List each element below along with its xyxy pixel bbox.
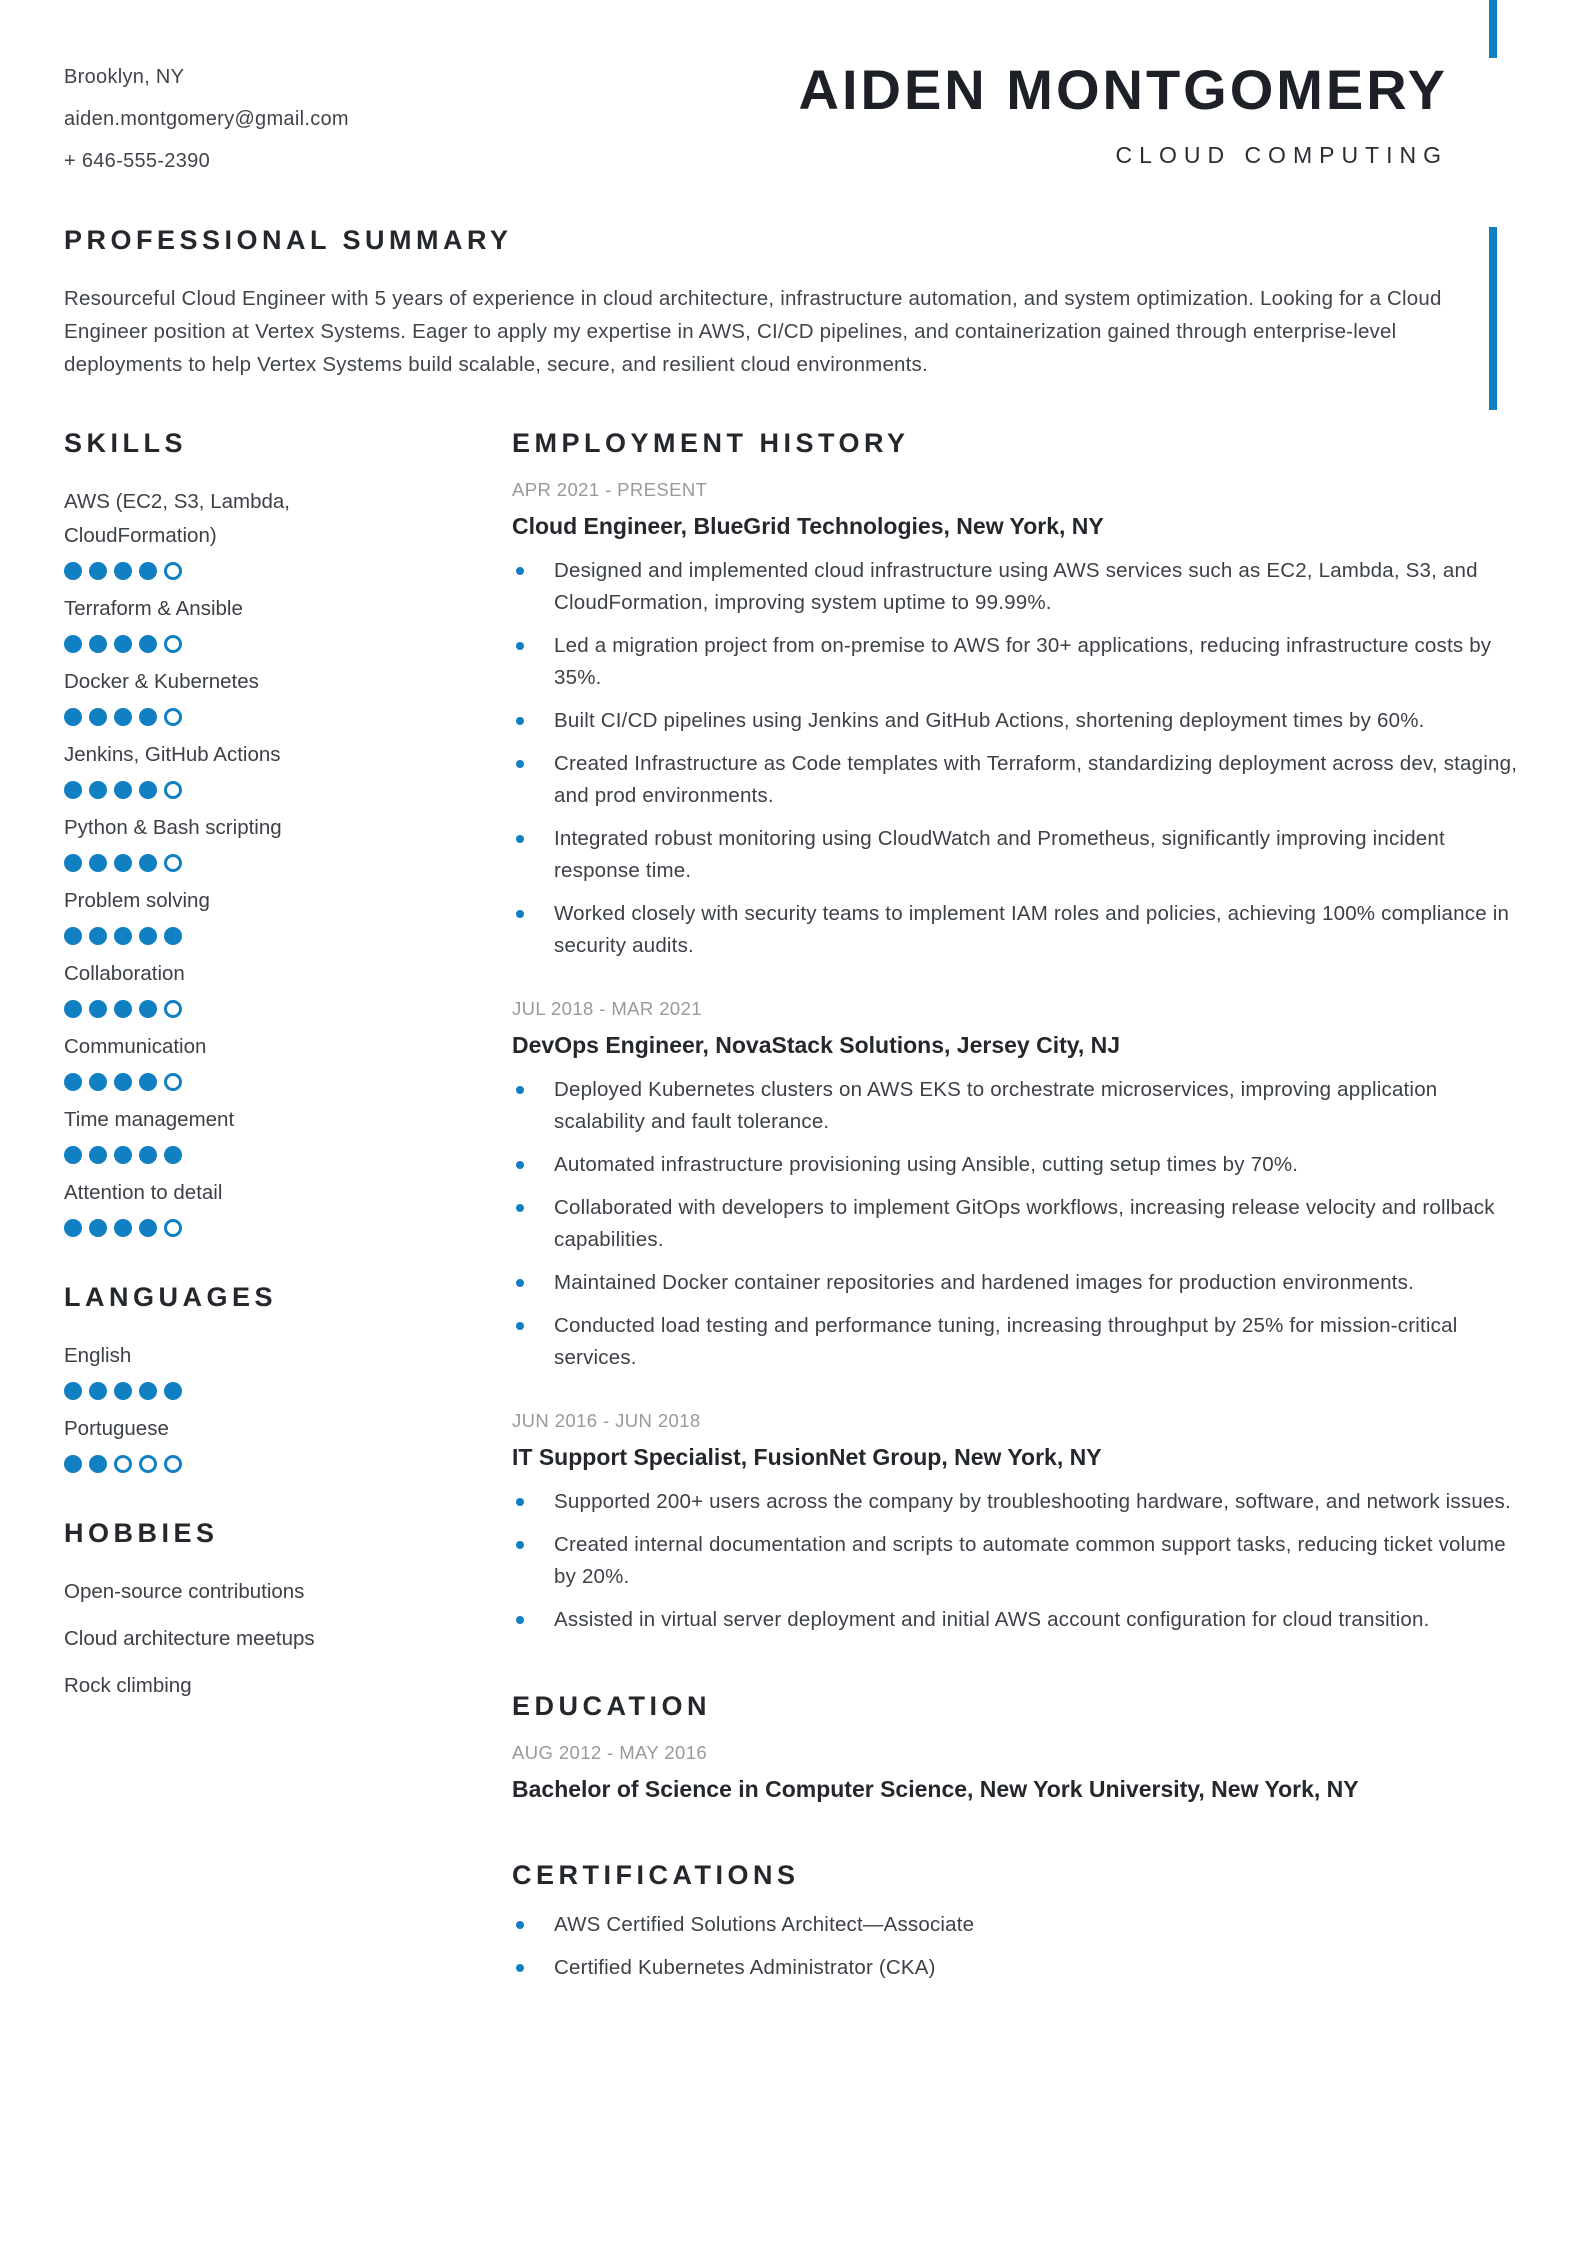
bullet-icon (516, 642, 524, 650)
rating-dot-filled-icon (114, 1000, 132, 1018)
rating-dot-filled-icon (139, 635, 157, 653)
rating-dot-filled-icon (89, 1073, 107, 1091)
rating-dot-filled-icon (89, 562, 107, 580)
bullet-text: Conducted load testing and performance tuning, increasing throughput by 25% for mission-critical services. (554, 1314, 1458, 1369)
rating-dot-empty-icon (164, 1455, 182, 1473)
rating-dot-filled-icon (139, 708, 157, 726)
rating-dot-filled-icon (64, 927, 82, 945)
skill-item (64, 884, 364, 945)
bullet-text: AWS Certified Solutions Architect—Associate (554, 1913, 975, 1936)
bullet-item (512, 1310, 1524, 1374)
hobby-item: Open-source contributions (64, 1580, 305, 1603)
contact-block (64, 56, 349, 182)
bullet-item (512, 1604, 1524, 1636)
rating-dot-filled-icon (139, 562, 157, 580)
bullet-item (512, 823, 1524, 887)
bullet-item (512, 705, 1524, 737)
hobbies-list (64, 1575, 364, 1703)
skill-item (64, 592, 364, 653)
job-title: IT Support Specialist, FusionNet Group, New York, NY (512, 1444, 1102, 1470)
rating-dot-filled-icon (64, 1146, 82, 1164)
certifications-list (512, 1909, 1524, 1984)
skill-item-label: Jenkins, GitHub Actions (64, 743, 281, 766)
rating-dot-filled-icon (114, 854, 132, 872)
rating-dot-filled-icon (64, 1219, 82, 1237)
rating-dot-filled-icon (164, 1382, 182, 1400)
rating-dot-empty-icon (164, 854, 182, 872)
summary-heading: PROFESSIONAL SUMMARY (64, 225, 513, 255)
bullet-item (512, 1909, 1524, 1941)
skills-heading: SKILLS (64, 428, 188, 458)
job-dates: JUN 2016 - JUN 2018 (512, 1410, 701, 1431)
contact-location: Brooklyn, NY (64, 66, 185, 88)
rating-dots (64, 562, 364, 580)
skill-item-label: Docker & Kubernetes (64, 670, 259, 693)
skill-item-label: Time management (64, 1108, 235, 1131)
rating-dot-filled-icon (89, 1000, 107, 1018)
rating-dot-filled-icon (89, 927, 107, 945)
accent-bar-bottom (1489, 227, 1497, 410)
education-heading: EDUCATION (512, 1691, 711, 1721)
rating-dot-filled-icon (64, 1455, 82, 1473)
education-list (512, 1740, 1524, 1805)
education-section (512, 1690, 1524, 1805)
skill-item (64, 1176, 364, 1237)
bullet-icon (516, 1161, 524, 1169)
rating-dot-filled-icon (164, 1146, 182, 1164)
job-dates: APR 2021 - PRESENT (512, 479, 708, 500)
contact-phone: + 646-555-2390 (64, 150, 210, 172)
rating-dots (64, 708, 364, 726)
rating-dot-empty-icon (164, 708, 182, 726)
job-title: Cloud Engineer, BlueGrid Technologies, New York, NY (512, 513, 1104, 539)
language-item (64, 1412, 364, 1473)
education-entry (512, 1740, 1524, 1805)
bullet-text: Worked closely with security teams to implement IAM roles and policies, achieving 100% compliance in security audits. (554, 902, 1510, 957)
bullet-text: Created Infrastructure as Code templates with Terraform, standardizing deployment across dev, staging, and prod environments. (554, 752, 1518, 807)
bullet-item (512, 630, 1524, 694)
candidate-name: AIDEN MONTGOMERY (798, 58, 1448, 121)
skill-item-label: Python & Bash scripting (64, 816, 282, 839)
left-column (64, 427, 364, 1995)
education-title: Bachelor of Science in Computer Science, New York University, New York, NY (512, 1776, 1359, 1802)
skill-item-label: Terraform & Ansible (64, 597, 243, 620)
accent-bar-top (1489, 0, 1497, 58)
bullet-icon (516, 1322, 524, 1330)
rating-dot-filled-icon (139, 1000, 157, 1018)
bullet-item (512, 898, 1524, 962)
bullet-item (512, 1267, 1524, 1299)
language-item-label: Portuguese (64, 1417, 169, 1440)
rating-dot-filled-icon (89, 1146, 107, 1164)
skill-item (64, 738, 364, 799)
bullet-item (512, 1192, 1524, 1256)
bullet-text: Integrated robust monitoring using CloudWatch and Prometheus, significantly improving incident response time. (554, 827, 1445, 882)
job-entry (512, 1408, 1524, 1636)
employment-section (512, 427, 1524, 1636)
right-column (512, 427, 1524, 1995)
skills-section (64, 427, 364, 1237)
bullet-icon (516, 1541, 524, 1549)
skill-item-label: Communication (64, 1035, 207, 1058)
language-item-label: English (64, 1344, 132, 1367)
rating-dot-filled-icon (114, 927, 132, 945)
bullet-icon (516, 910, 524, 918)
skill-item-label: Problem solving (64, 889, 210, 912)
rating-dot-filled-icon (164, 927, 182, 945)
rating-dots (64, 1073, 364, 1091)
rating-dot-filled-icon (89, 708, 107, 726)
rating-dot-filled-icon (114, 1073, 132, 1091)
rating-dot-filled-icon (139, 854, 157, 872)
jobs-list (512, 477, 1524, 1636)
rating-dot-filled-icon (114, 1219, 132, 1237)
rating-dot-filled-icon (139, 927, 157, 945)
certifications-section (512, 1859, 1524, 1984)
bullet-text: Supported 200+ users across the company by troubleshooting hardware, software, and network issues. (554, 1490, 1511, 1513)
rating-dot-filled-icon (64, 1382, 82, 1400)
bullet-text: Certified Kubernetes Administrator (CKA) (554, 1956, 936, 1979)
languages-heading: LANGUAGES (64, 1282, 278, 1312)
summary-text: Resourceful Cloud Engineer with 5 years of experience in cloud architecture, infrastructure automation, and system optimization. Looking for a Cloud Engineer position at Vertex Systems. Eager to apply my expertise in AWS, CI/CD pipelines, and containerization gained through enterprise-level deployments to help Vertex Systems build scalable, secure, and resilient cloud environments. (64, 287, 1442, 376)
rating-dot-filled-icon (139, 1382, 157, 1400)
hobbies-heading: HOBBIES (64, 1518, 219, 1548)
identity-block (798, 58, 1448, 169)
bullet-item (512, 1529, 1524, 1593)
skill-item (64, 811, 364, 872)
bullet-item (512, 1074, 1524, 1138)
rating-dots (64, 1455, 364, 1473)
rating-dot-empty-icon (164, 1073, 182, 1091)
rating-dot-empty-icon (164, 562, 182, 580)
job-dates: JUL 2018 - MAR 2021 (512, 998, 702, 1019)
skill-item (64, 1103, 364, 1164)
bullet-icon (516, 1204, 524, 1212)
hobbies-section (64, 1517, 364, 1703)
rating-dot-filled-icon (89, 854, 107, 872)
rating-dot-filled-icon (89, 635, 107, 653)
hobby-item: Cloud architecture meetups (64, 1627, 315, 1650)
bullet-text: Deployed Kubernetes clusters on AWS EKS to orchestrate microservices, improving application scalability and fault tolerance. (554, 1078, 1438, 1133)
skills-list (64, 485, 364, 1237)
bullet-icon (516, 760, 524, 768)
languages-section (64, 1281, 364, 1473)
rating-dot-filled-icon (114, 781, 132, 799)
rating-dots (64, 1000, 364, 1018)
bullet-text: Automated infrastructure provisioning using Ansible, cutting setup times by 70%. (554, 1153, 1299, 1176)
rating-dot-empty-icon (164, 781, 182, 799)
bullet-icon (516, 835, 524, 843)
candidate-role: CLOUD COMPUTING (1115, 142, 1448, 168)
bullet-text: Collaborated with developers to implement GitOps workflows, increasing release velocity and rollback capabilities. (554, 1196, 1495, 1251)
rating-dot-filled-icon (114, 635, 132, 653)
bullet-icon (516, 1921, 524, 1929)
rating-dots (64, 1219, 364, 1237)
bullet-icon (516, 1279, 524, 1287)
education-dates: AUG 2012 - MAY 2016 (512, 1742, 708, 1763)
bullet-item (512, 555, 1524, 619)
skill-item (64, 957, 364, 1018)
job-bullets (512, 1074, 1524, 1374)
rating-dot-empty-icon (164, 635, 182, 653)
employment-heading: EMPLOYMENT HISTORY (512, 428, 910, 458)
bullet-icon (516, 717, 524, 725)
rating-dot-filled-icon (114, 1382, 132, 1400)
job-entry (512, 477, 1524, 962)
bullet-item (512, 748, 1524, 812)
bullet-text: Maintained Docker container repositories and hardened images for production environments. (554, 1271, 1414, 1294)
languages-list (64, 1339, 364, 1473)
summary-section (0, 224, 1588, 381)
skill-item-label: AWS (EC2, S3, Lambda, CloudFormation) (64, 490, 290, 547)
rating-dot-filled-icon (89, 781, 107, 799)
certifications-heading: CERTIFICATIONS (512, 1860, 800, 1890)
rating-dot-filled-icon (139, 1219, 157, 1237)
bullet-text: Created internal documentation and scripts to automate common support tasks, reducing ticket volume by 20%. (554, 1533, 1506, 1588)
rating-dot-filled-icon (89, 1382, 107, 1400)
two-column-body (0, 427, 1588, 1995)
job-entry (512, 996, 1524, 1374)
rating-dot-filled-icon (139, 1073, 157, 1091)
bullet-icon (516, 567, 524, 575)
rating-dot-filled-icon (64, 854, 82, 872)
rating-dot-filled-icon (139, 1146, 157, 1164)
rating-dot-empty-icon (164, 1219, 182, 1237)
skill-item (64, 485, 364, 580)
bullet-text: Assisted in virtual server deployment and initial AWS account configuration for cloud transition. (554, 1608, 1430, 1631)
rating-dots (64, 854, 364, 872)
bullet-text: Led a migration project from on-premise to AWS for 30+ applications, reducing infrastructure costs by 35%. (554, 634, 1492, 689)
rating-dot-filled-icon (114, 1146, 132, 1164)
contact-email: aiden.montgomery@gmail.com (64, 108, 349, 130)
job-bullets (512, 555, 1524, 962)
bullet-item (512, 1486, 1524, 1518)
rating-dots (64, 1382, 364, 1400)
job-bullets (512, 1486, 1524, 1636)
rating-dot-filled-icon (114, 708, 132, 726)
bullet-icon (516, 1964, 524, 1972)
rating-dot-filled-icon (64, 781, 82, 799)
rating-dot-filled-icon (64, 635, 82, 653)
rating-dot-filled-icon (64, 1073, 82, 1091)
bullet-icon (516, 1498, 524, 1506)
bullet-text: Designed and implemented cloud infrastructure using AWS services such as EC2, Lambda, S3, and CloudFormation, improving system uptime to 99.99%. (554, 559, 1478, 614)
rating-dots (64, 1146, 364, 1164)
rating-dots (64, 927, 364, 945)
rating-dots (64, 781, 364, 799)
rating-dot-empty-icon (139, 1455, 157, 1473)
header (0, 0, 1588, 182)
rating-dot-filled-icon (139, 781, 157, 799)
hobby-item: Rock climbing (64, 1674, 192, 1697)
rating-dot-filled-icon (89, 1455, 107, 1473)
skill-item-label: Collaboration (64, 962, 185, 985)
rating-dot-filled-icon (114, 562, 132, 580)
rating-dot-empty-icon (164, 1000, 182, 1018)
skill-item-label: Attention to detail (64, 1181, 223, 1204)
rating-dot-filled-icon (64, 562, 82, 580)
bullet-text: Built CI/CD pipelines using Jenkins and GitHub Actions, shortening deployment times by 60%. (554, 709, 1425, 732)
rating-dot-empty-icon (114, 1455, 132, 1473)
bullet-icon (516, 1086, 524, 1094)
rating-dots (64, 635, 364, 653)
bullet-icon (516, 1616, 524, 1624)
skill-item (64, 665, 364, 726)
bullet-item (512, 1952, 1524, 1984)
rating-dot-filled-icon (89, 1219, 107, 1237)
job-title: DevOps Engineer, NovaStack Solutions, Jersey City, NJ (512, 1032, 1121, 1058)
bullet-item (512, 1149, 1524, 1181)
skill-item (64, 1030, 364, 1091)
language-item (64, 1339, 364, 1400)
rating-dot-filled-icon (64, 708, 82, 726)
rating-dot-filled-icon (64, 1000, 82, 1018)
